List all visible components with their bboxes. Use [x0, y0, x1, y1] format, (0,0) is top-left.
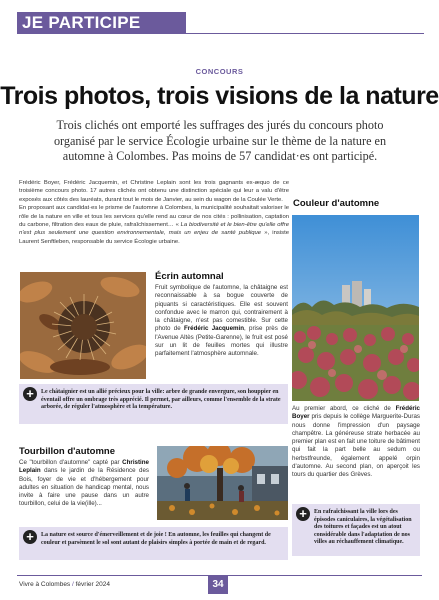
intro-paragraph-1: Frédéric Boyer, Frédéric Jacquemin, et Christine Leplain sont les trois gagnants ex-æquo de ce troisième concours photo. 17 autres clichés ont obtenu une distinction spéciale qui leur a valu d'être exposés aux côtés des lauréats, durant tout le mois de Janvier, au sein du wagon de la Coulée Verte. [19, 180, 289, 203]
article-headline: Trois photos, trois visions de la nature [0, 82, 439, 110]
footer-issue: février 2024 [75, 581, 110, 588]
header-rule [186, 33, 424, 34]
footer-publication-name: Vivre à Colombes [19, 581, 71, 588]
intro-paragraph-2 [19, 204, 289, 246]
tourbillon-title: Tourbillon d'automne [19, 446, 116, 457]
couleur-photo [292, 215, 419, 401]
article-intro [19, 179, 289, 246]
footer-separator: / [72, 581, 74, 588]
tourbillon-callout [19, 527, 288, 560]
couleur-author: Frédéric Boyer [292, 405, 420, 421]
ecrin-author: Frédéric Jacquemin [183, 325, 245, 333]
couleur-title: Couleur d'automne [293, 198, 380, 209]
tourbillon-photo [157, 446, 288, 520]
intro-p2-start: En proposant aux candidat·es le prisme de l'automne à Colombes, la municipalité souhaitait valoriser le rôle de la nature en ville et tous les services qu'elle rend au cœur de nos cités : pollinisation, captation du carbone, filtration des eaux de pluie, rafraîchissement… « [19, 205, 289, 229]
ecrin-text-start: Fruit symbolique de l'automne, la châtaigne est reconnaissable à sa bogue couverte de piquants si caractéristiques. Elle est souvent confondue avec le marron qui, contrairement à la châtaigne, n'est pas comestible. Sur cette photo de [155, 284, 288, 333]
plus-icon: + [23, 387, 37, 401]
couleur-callout [292, 504, 420, 556]
couleur-text [292, 405, 420, 480]
ecrin-title: Écrin automnal [155, 271, 224, 282]
footer-publication [19, 581, 110, 588]
intro-p2-end: », insiste Laurent Senftleben, responsable du service Écologie urbaine. [19, 230, 290, 245]
tourbillon-text-end: dans le jardin de la Résidence des Bois, foyer de vie et d'hébergement pour adultes en situation de handicap mental, nous invite à faire une pause dans un autre tourbillon, celui de la vie(ille)... [19, 467, 149, 508]
couleur-text-end: pris depuis le collège Marguerite-Duras nous donne l'impression d'un paysage champêtre. La généreuse strate herbacée au premier plan est en fait une toiture de bâtiment qui fait la part belle au sedum ou herbstfreunde, également appelé orpin d'automne. Au second plan, on aperçoit les tours du quartier des Grèves. [292, 413, 420, 479]
tourbillon-text [19, 459, 149, 509]
tourbillon-author: Christine Leplain [19, 459, 149, 475]
article-chapo: Trois clichés ont emporté les suffrages des jurés du concours photo organisé par le service Écologie urbaine sur le thème de la nature en automne à Colombes. Pas moins de 57 candidat·es ont participé. [53, 118, 387, 163]
tourbillon-callout-text: La nature est source d'émerveillement et de joie ! En automne, les feuilles qui changent de couleur et parsèment le sol sont autant de plaisirs simples à portée de main et de regard. [41, 532, 271, 546]
page-number: 34 [208, 576, 228, 594]
section-tag: JE PARTICIPE [17, 12, 186, 34]
ecrin-callout [19, 384, 288, 424]
ecrin-callout-text: Le châtaignier est un allié précieux pour la ville: arbre de grande envergure, son houppier en éventail offre un ombrage très apprécié. Il permet, par ailleurs, comme l'ensemble de la strate arborée, de réguler l'atmosphère et la température. [41, 389, 281, 411]
ecrin-photo [20, 272, 146, 379]
plus-icon: + [23, 530, 37, 544]
intro-quote: La biodiversité et le bien-être qu'elle offre n'est plus seulement une question environnementale, mais un enjeu de santé publique [19, 222, 289, 237]
tourbillon-text-start: Ce "tourbillon d'automne" capté par [19, 459, 123, 466]
couleur-text-start: Au premier abord, ce cliché de [292, 405, 396, 412]
article-kicker: CONCOURS [195, 67, 244, 76]
ecrin-text [155, 284, 288, 359]
couleur-callout-text: En rafraîchissant la ville lors des épisodes caniculaires, la végétalisation des toitures et façades est un atout considérable dans l'adaptation de nos villes au réchauffement climatique. [314, 509, 412, 546]
ecrin-text-end: , prise près de l'Avenue Altès (Petite-Garenne), le fruit est posé sur un lit de feuilles mortes qui illustre parfaitement l'atmosphère automnale. [155, 325, 288, 358]
plus-icon: + [296, 507, 310, 521]
